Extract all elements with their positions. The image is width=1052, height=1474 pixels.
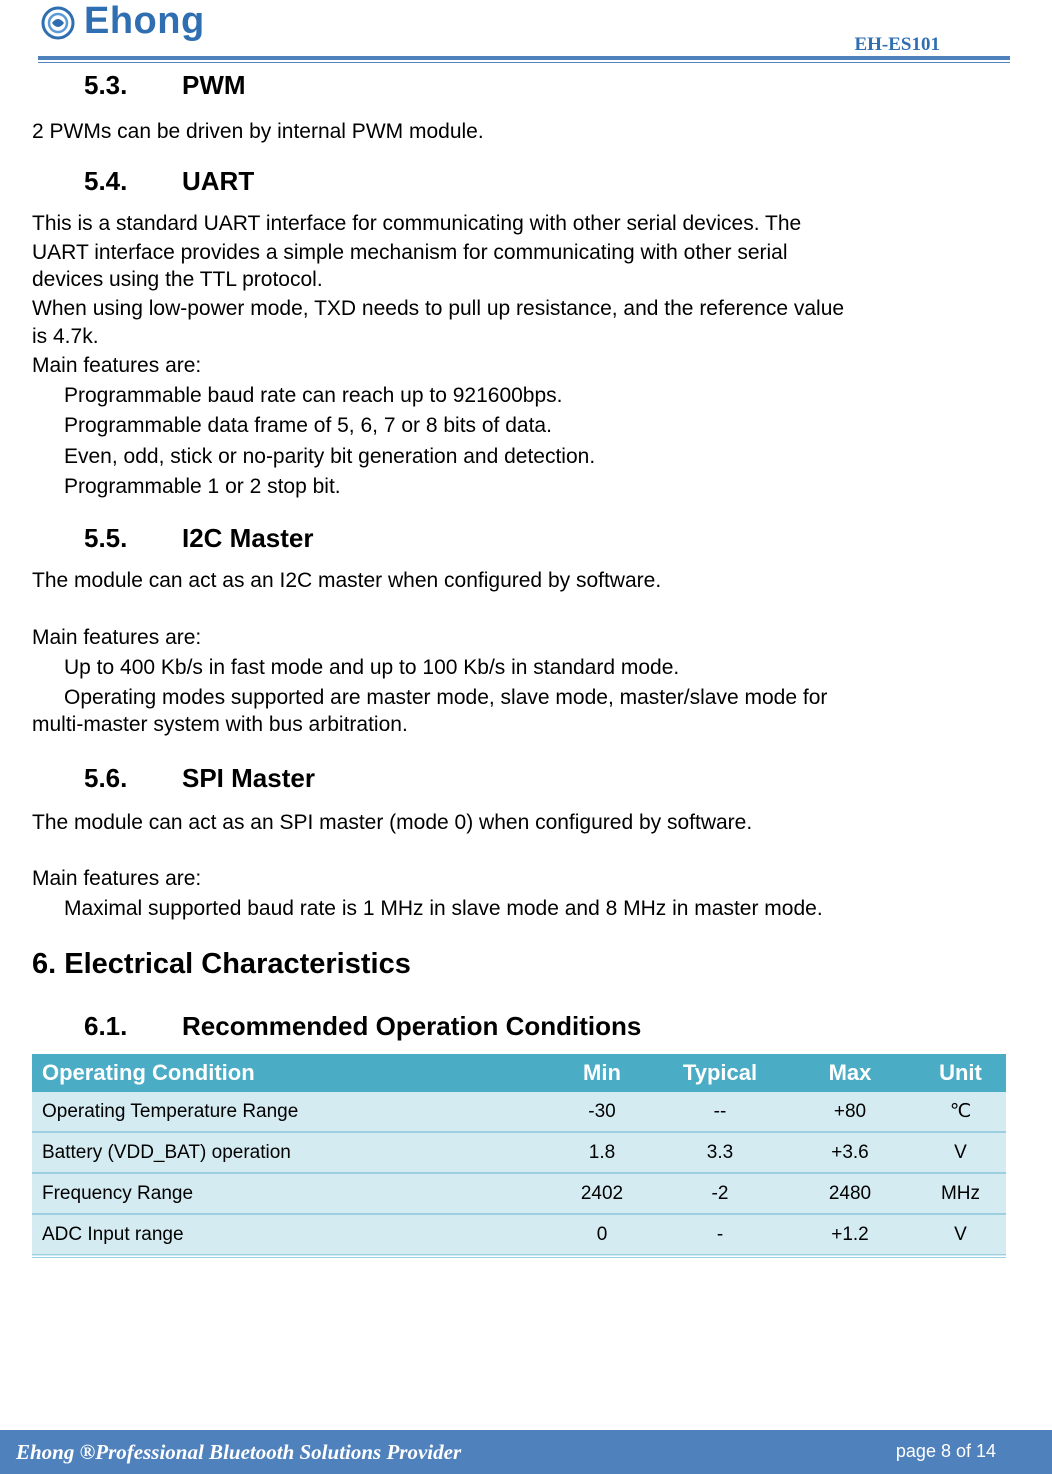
header-rule-thin (38, 62, 1010, 63)
spi-feature-item: Maximal supported baud rate is 1 MHz in slave mode and 8 MHz in master mode. (64, 897, 823, 920)
column-header: Typical (655, 1054, 785, 1092)
i2c-feature-item: Operating modes supported are master mode, slave mode, master/slave mode for (64, 686, 828, 709)
column-header: Operating Condition (32, 1054, 549, 1092)
footer-tagline: Ehong ®Professional Bluetooth Solutions Provider (16, 1440, 462, 1464)
table-row (32, 1214, 1006, 1256)
company-name: Ehong (84, 0, 205, 42)
table-cell: ℃ (915, 1092, 1006, 1132)
pwm-body: 2 PWMs can be driven by internal PWM module. (32, 120, 484, 143)
table-row (32, 1132, 1006, 1173)
uart-line: is 4.7k. (32, 325, 99, 348)
operation-conditions-table (32, 1054, 1006, 1258)
table-cell: 1.8 (549, 1132, 655, 1173)
i2c-feature-item: Up to 400 Kb/s in fast mode and up to 100 Kb/s in standard mode. (64, 656, 680, 679)
table-cell: -- (655, 1092, 785, 1132)
table-cell: -30 (549, 1092, 655, 1132)
uart-feature-item: Programmable baud rate can reach up to 921600bps. (64, 384, 563, 407)
table-cell: Operating Temperature Range (32, 1092, 549, 1132)
uart-line: UART interface provides a simple mechanism for communicating with other serial (32, 241, 788, 264)
uart-line: This is a standard UART interface for communicating with other serial devices. The (32, 212, 802, 235)
chapter-heading-electrical: 6. Electrical Characteristics (32, 948, 411, 980)
table-cell: +3.6 (785, 1132, 915, 1173)
table-row (32, 1092, 1006, 1132)
table-cell: - (655, 1214, 785, 1256)
table-cell: Frequency Range (32, 1173, 549, 1214)
uart-feature-item: Programmable data frame of 5, 6, 7 or 8 bits of data. (64, 414, 552, 437)
i2c-features-label: Main features are: (32, 626, 202, 649)
uart-feature-item: Even, odd, stick or no-parity bit generation and detection. (64, 445, 596, 468)
table-cell: V (915, 1214, 1006, 1256)
i2c-feature-continuation: multi-master system with bus arbitration. (32, 713, 408, 736)
table-cell: -2 (655, 1173, 785, 1214)
uart-line: devices using the TTL protocol. (32, 268, 323, 291)
table-row (32, 1173, 1006, 1214)
column-header: Max (785, 1054, 915, 1092)
table-cell: +80 (785, 1092, 915, 1132)
i2c-body: The module can act as an I2C master when configured by software. (32, 569, 662, 592)
table-cell: 3.3 (655, 1132, 785, 1173)
spi-features-label: Main features are: (32, 867, 202, 890)
column-header: Unit (915, 1054, 1006, 1092)
column-header: Min (549, 1054, 655, 1092)
header-rule (38, 56, 1010, 60)
uart-line: When using low-power mode, TXD needs to pull up resistance, and the reference value (32, 297, 845, 320)
table-cell: 2480 (785, 1173, 915, 1214)
table-cell: Battery (VDD_BAT) operation (32, 1132, 549, 1173)
document-id: EH-ES101 (854, 34, 940, 55)
page-number: page 8 of 14 (895, 1441, 996, 1461)
spi-body: The module can act as an SPI master (mode 0) when configured by software. (32, 811, 753, 834)
table-cell: 2402 (549, 1173, 655, 1214)
table-cell: V (915, 1132, 1006, 1173)
table-cell: ADC Input range (32, 1214, 549, 1256)
table-header-row (32, 1054, 1006, 1092)
table-cell: MHz (915, 1173, 1006, 1214)
table-cell: 0 (549, 1214, 655, 1256)
table-cell: +1.2 (785, 1214, 915, 1256)
uart-feature-item: Programmable 1 or 2 stop bit. (64, 475, 341, 498)
uart-features-label: Main features are: (32, 354, 202, 377)
